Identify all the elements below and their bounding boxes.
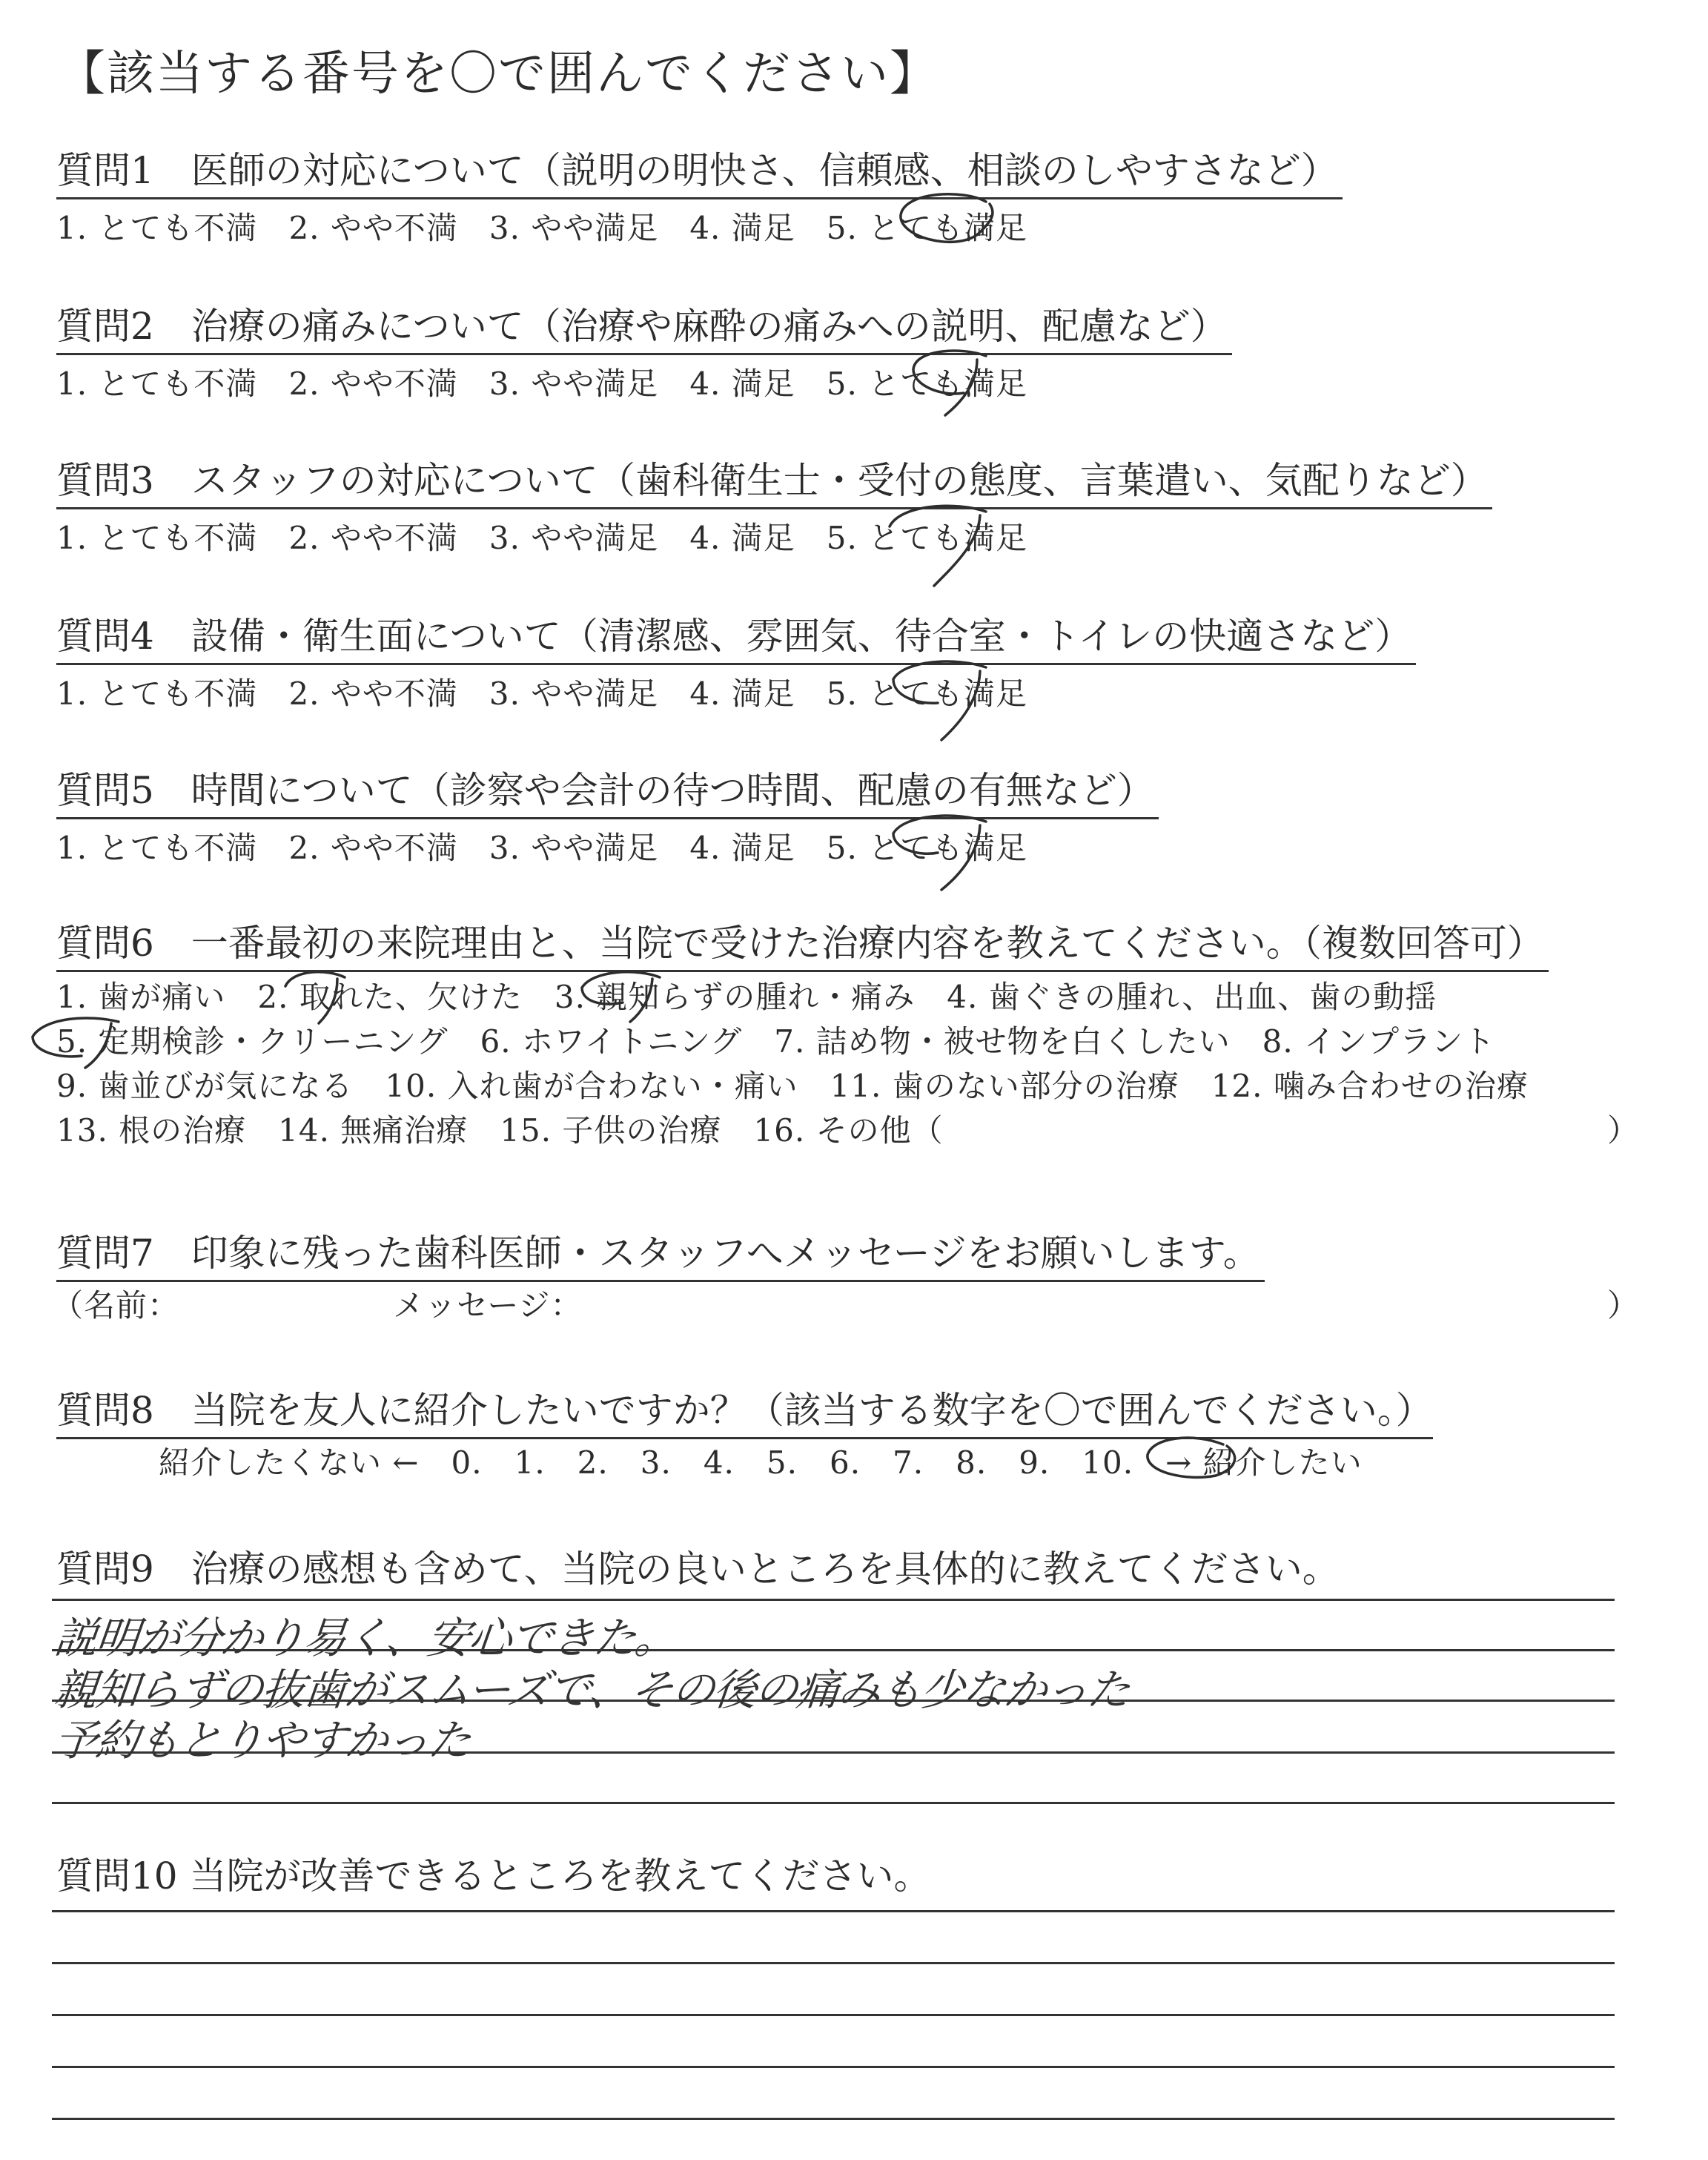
- question-7-message-label: メッセージ：: [393, 1287, 583, 1324]
- question-3-title: 質問3 スタッフの対応について（歯科衛生士・受付の態度、言葉遣い、気配りなど）: [56, 451, 1492, 509]
- question-10-title: 質問10 当院が改善できるところを教えてください。: [56, 1855, 931, 1898]
- option[interactable]: 3. やや満足: [489, 676, 659, 712]
- option[interactable]: 1. とても不満: [56, 210, 258, 246]
- circle-mark-q6-opt3: [582, 972, 660, 1022]
- question-7-title: 質問7 印象に残った歯科医師・スタッフへメッセージをお願いします。: [56, 1223, 1265, 1282]
- handwritten-answer-3: 予約もとりやすかった: [51, 1715, 473, 1766]
- handwritten-answer-2: 親知らずの抜歯がスムーズで、その後の痛みも少なかった: [51, 1665, 1132, 1715]
- circle-mark-q6-opt2: [285, 972, 345, 1023]
- option[interactable]: 5. とても満足: [826, 676, 1028, 712]
- question-6-other-close: ）: [1607, 1112, 1639, 1149]
- option[interactable]: 2. やや不満: [288, 830, 458, 866]
- option[interactable]: 5. とても満足: [826, 210, 1028, 246]
- option[interactable]: 3. やや満足: [489, 830, 659, 866]
- circle-mark-q8-10: [1148, 1438, 1235, 1477]
- option[interactable]: 5. とても満足: [826, 520, 1028, 556]
- question-6-options-line-3[interactable]: 9. 歯並びが気になる 10. 入れ歯が合わない・痛い 11. 歯のない部分の治療 12. 噛み合わせの治療: [56, 1068, 1529, 1104]
- question-7-name-label: （名前：: [52, 1287, 180, 1324]
- option[interactable]: 1. とても不満: [56, 676, 258, 712]
- question-6-options-line-1[interactable]: 1. 歯が痛い 2. 取れた、欠けた 3. 親知らずの腫れ・痛み 4. 歯ぐきの腫れ、出血、歯の動揺: [56, 979, 1437, 1015]
- option[interactable]: 3. やや満足: [489, 520, 659, 556]
- option[interactable]: 4. 満足: [689, 520, 795, 556]
- option[interactable]: 3. やや満足: [489, 366, 659, 402]
- question-9-title: 質問9 治療の感想も含めて、当院の良いところを具体的に教えてください。: [56, 1548, 1340, 1591]
- option[interactable]: 1. とても不満: [56, 520, 258, 556]
- option[interactable]: 2. やや不満: [288, 520, 458, 556]
- option[interactable]: 3. やや満足: [489, 210, 659, 246]
- page-heading: 【該当する番号を〇で囲んでください】: [58, 47, 939, 102]
- circle-mark-q4: [893, 661, 986, 740]
- circle-mark-q2: [913, 351, 986, 415]
- question-8-scale[interactable]: 紹介したくない ← 0. 1. 2. 3. 4. 5. 6. 7. 8. 9. 10. → 紹介したい: [159, 1444, 1363, 1481]
- circle-mark-q3: [890, 506, 986, 586]
- question-6-title: 質問6 一番最初の来院理由と、当院で受けた治療内容を教えてください。（複数回答可）: [56, 914, 1549, 972]
- question-6-options-line-2[interactable]: 5. 定期検診・クリーニング 6. ホワイトニング 7. 詰め物・被せ物を白くしたい 8. インプラント: [56, 1023, 1496, 1060]
- question-5-title: 質問5 時間について（診察や会計の待つ時間、配慮の有無など）: [56, 761, 1159, 819]
- option[interactable]: 5. とても満足: [826, 830, 1028, 866]
- option[interactable]: 5. とても満足: [826, 366, 1028, 402]
- option[interactable]: 2. やや不満: [288, 676, 458, 712]
- option[interactable]: 1. とても不満: [56, 830, 258, 866]
- option[interactable]: 1. とても不満: [56, 366, 258, 402]
- question-1-title: 質問1 医師の対応について（説明の明快さ、信頼感、相談のしやすさなど）: [56, 141, 1343, 199]
- question-8-title: 質問8 当院を友人に紹介したいですか？（該当する数字を〇で囲んでください。）: [56, 1381, 1433, 1439]
- question-6-options-line-4[interactable]: 13. 根の治療 14. 無痛治療 15. 子供の治療 16. その他（: [56, 1112, 944, 1149]
- option[interactable]: 4. 満足: [689, 366, 795, 402]
- circle-mark-q6-opt5: [33, 1018, 119, 1068]
- option[interactable]: 4. 満足: [689, 830, 795, 866]
- option[interactable]: 2. やや不満: [288, 210, 458, 246]
- question-2-title: 質問2 治療の痛みについて（治療や麻酔の痛みへの説明、配慮など）: [56, 297, 1232, 355]
- question-4-title: 質問4 設備・衛生面について（清潔感、雰囲気、待合室・トイレの快適さなど）: [56, 607, 1416, 665]
- option[interactable]: 4. 満足: [689, 676, 795, 712]
- circle-mark-q5: [893, 816, 986, 890]
- handwritten-answer-1: 説明が分かり易く、安心できた。: [51, 1613, 679, 1663]
- circle-mark-q1: [901, 194, 993, 242]
- question-7-close: ）: [1607, 1287, 1639, 1324]
- option[interactable]: 2. やや不満: [288, 366, 458, 402]
- option[interactable]: 4. 満足: [689, 210, 795, 246]
